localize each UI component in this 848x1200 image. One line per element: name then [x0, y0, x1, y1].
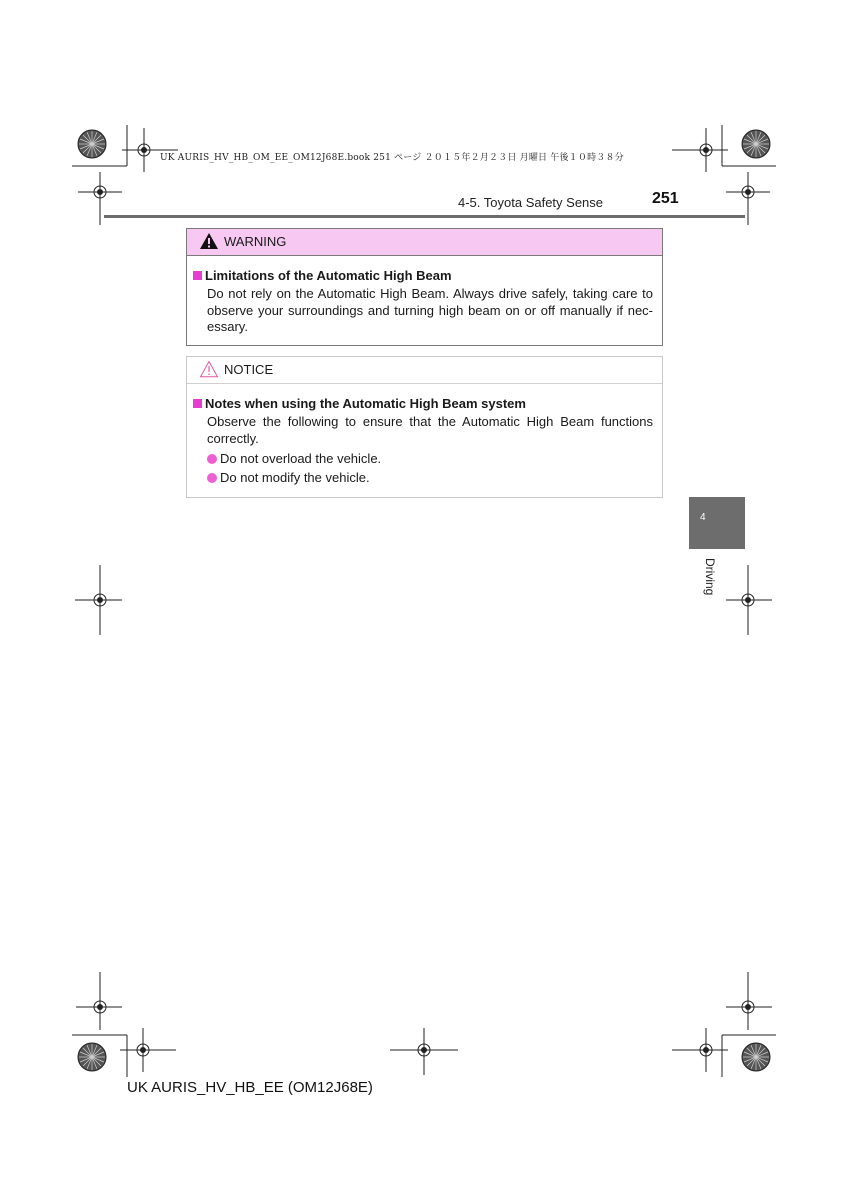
chapter-label: Driving [703, 558, 717, 596]
notice-label: NOTICE [224, 362, 274, 377]
chapter-tab [689, 497, 745, 549]
footer-document-code: UK AURIS_HV_HB_EE (OM12J68E) [127, 1079, 373, 1096]
notice-box [186, 356, 663, 498]
warning-box [186, 228, 663, 346]
notice-item-title [191, 396, 653, 411]
warning-text: Do not rely on the Automatic High Beam. Always drive safely, taking care to observe your surroundings and turning high beam on or off manually if nec-essary. [207, 286, 653, 334]
header-rule [104, 215, 745, 218]
round-bullet-icon [207, 454, 217, 464]
warning-triangle-icon [199, 232, 219, 250]
square-bullet-icon [193, 399, 202, 408]
square-bullet-icon [193, 271, 202, 280]
section-title: 4-5. Toyota Safety Sense [458, 195, 604, 210]
warning-label: WARNING [224, 234, 287, 249]
notice-item-title-text: Notes when using the Automatic High Beam system [205, 396, 526, 411]
chapter-number: 4 [700, 512, 706, 523]
warning-item-title [191, 268, 653, 283]
list-item [207, 451, 653, 466]
list-item [207, 470, 653, 485]
warning-header [187, 229, 662, 256]
notice-header [187, 357, 662, 384]
round-bullet-icon [207, 473, 217, 483]
notice-triangle-icon [199, 360, 219, 378]
print-slug: UK AURIS_HV_HB_OM_EE_OM12J68E.book 251 ページ ２０１５年２月２３日 月曜日 午後１０時３８分 [160, 153, 624, 163]
page-number: 251 [652, 190, 679, 207]
bullet-text: Do not overload the vehicle. [220, 451, 382, 466]
notice-text: Observe the following to ensure that the Automatic High Beam functions correctly. [207, 414, 653, 446]
warning-item-title-text: Limitations of the Automatic High Beam [205, 268, 452, 283]
bullet-text: Do not modify the vehicle. [220, 470, 370, 485]
